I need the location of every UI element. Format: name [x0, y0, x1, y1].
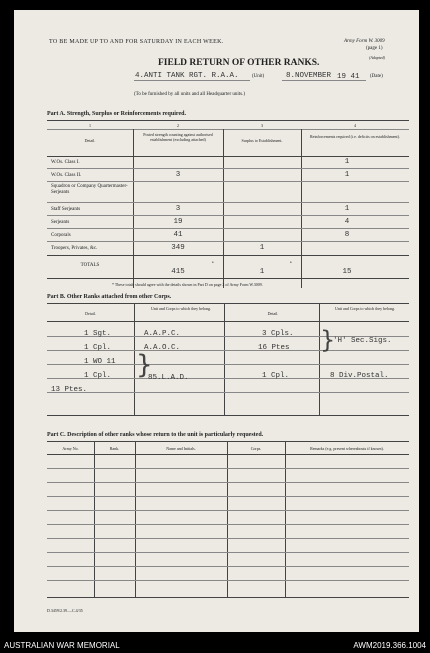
row-detail: Troopers, Privates, &c. — [51, 246, 98, 251]
part-a-bottom-rule — [47, 278, 409, 279]
attached-unit: A.A.O.C. — [144, 344, 181, 352]
part-b-bottom-rule — [47, 415, 409, 416]
attached-unit: 85.L.A.D. — [148, 374, 189, 382]
row-reinforcements: 1 — [344, 205, 350, 213]
row-detail: Squadron or Company Quartermaster-Serjeants — [51, 184, 128, 195]
row-detail: W.Os. Class I. — [51, 160, 80, 165]
row-posted: 41 — [173, 231, 183, 239]
unit-label: (Unit) — [252, 74, 265, 79]
row-detail: W.Os. Class II. — [51, 173, 82, 178]
col-number: 1 — [89, 123, 91, 128]
attached-unit: A.A.P.C. — [144, 330, 181, 338]
row-rule — [47, 168, 409, 169]
attached-detail: 1 Sgt. — [84, 330, 112, 338]
part-a-footnote: * These totals should agree with the details shown in Part D on page 2 of Army Form W.3009. — [112, 282, 263, 287]
totals-label: TOTALS — [80, 263, 100, 268]
form-reference: Army Form W. 3009 — [344, 39, 385, 44]
col-header-name: Name and Initials. — [166, 446, 196, 451]
part-c-col-divider — [135, 441, 136, 597]
part-c-col-divider — [227, 441, 228, 597]
row-posted: 3 — [175, 171, 181, 179]
part-b-col-divider — [224, 303, 225, 415]
attached-unit: 8 Div.Postal. — [330, 372, 389, 380]
row-reinforcements: 8 — [344, 231, 350, 239]
attached-detail: 13 Ptes. — [51, 386, 88, 394]
row-rule — [47, 181, 409, 182]
col-header-corps: Corps. — [250, 446, 262, 451]
col-number: 2 — [177, 123, 179, 128]
col-header-unit-corps: Unit and Corps to which they belong. — [150, 306, 212, 311]
col-header-remarks: Remarks (e.g. present whereabouts if known). — [310, 446, 384, 451]
row-reinforcements: 1 — [344, 171, 350, 179]
part-c-col-divider — [94, 441, 95, 597]
unit-underline — [134, 80, 250, 81]
col-number: 4 — [354, 123, 356, 128]
col-header-detail: Detail. — [267, 311, 279, 316]
totals-posted: 415 — [171, 268, 185, 276]
totals-surplus: 1 — [259, 268, 265, 276]
row-detail: Corporals — [51, 233, 71, 238]
row-rule — [47, 241, 409, 242]
part-c-title: Part C. Description of other ranks whose return to the unit is particularly requested. — [47, 432, 264, 438]
part-a-col-divider — [223, 129, 224, 288]
date-underline — [282, 80, 366, 81]
part-b-title: Part B. Other Ranks attached from other Corps. — [47, 294, 172, 300]
part-a-header-bottom — [47, 156, 409, 157]
col-number: 3 — [261, 123, 263, 128]
archive-name: AUSTRALIAN WAR MEMORIAL — [4, 641, 120, 650]
date-day-value: 8.NOVEMBER — [286, 72, 332, 80]
asterisk: • — [290, 261, 292, 266]
date-year-value: 19 41 — [337, 73, 360, 81]
col-header-detail: Detail. — [84, 138, 96, 143]
part-c-header-rule — [47, 454, 409, 455]
row-rule — [47, 215, 409, 216]
row-rule — [47, 228, 409, 229]
part-a-title: Part A. Strength, Surplus or Reinforcements required. — [47, 111, 186, 117]
attached-detail: 1 Cpl. — [84, 372, 112, 380]
row-posted: 19 — [173, 218, 183, 226]
archive-reference: AWM2019.366.1004 — [353, 641, 426, 650]
brace-icon: } — [320, 326, 336, 354]
furnish-note: (To be furnished by all units and all Headquarter units.) — [134, 92, 246, 97]
form-paper — [14, 10, 419, 632]
totals-top-rule — [47, 255, 409, 256]
brace-icon: } — [136, 350, 153, 380]
col-header-army-no: Army No. — [62, 446, 79, 451]
row-detail: Serjeants — [51, 220, 70, 225]
attached-detail: 1 WO 11 — [84, 358, 116, 366]
part-b-col-divider — [134, 303, 135, 415]
row-rule — [47, 202, 409, 203]
col-header-detail: Detail. — [85, 311, 96, 316]
attached-detail: 3 Cpls. — [262, 330, 294, 338]
instruction-text: TO BE MADE UP TO AND FOR SATURDAY IN EACH WEEK. — [49, 39, 224, 45]
page-number: (page 1) — [366, 46, 383, 51]
col-header-rank: Rank. — [109, 446, 120, 451]
part-b-col-divider — [319, 303, 320, 415]
row-surplus: 1 — [259, 244, 265, 252]
row-posted: 349 — [171, 244, 185, 252]
form-title: FIELD RETURN OF OTHER RANKS. — [158, 58, 320, 68]
attached-detail: 1 Cpl. — [262, 372, 290, 380]
unit-value: 4.ANTI TANK RGT. R.A.A. — [135, 72, 239, 80]
col-header-reinforcements: Reinforcements required (i.e. deficits on establishment). — [310, 134, 400, 139]
totals-reinforcements: 15 — [342, 268, 352, 276]
part-b-header-rule — [47, 321, 409, 322]
part-a-col-divider — [301, 129, 302, 288]
row-detail: Staff Serjeants — [51, 207, 81, 212]
part-a-header-rule — [47, 129, 409, 130]
col-header-posted: Posted strength counting against authorised establishment (excluding attached) — [143, 132, 213, 142]
part-c-top-rule — [47, 441, 409, 442]
col-header-unit-corps: Unit and Corps to which they belong. — [334, 306, 396, 311]
adapted-note: (Adapted) — [369, 55, 385, 60]
col-header-surplus: Surplus to Establishment. — [241, 138, 283, 143]
archive-footer — [0, 640, 430, 653]
part-b-top-rule — [47, 303, 409, 304]
asterisk: • — [212, 261, 214, 266]
part-a-col-divider — [133, 129, 134, 288]
print-code: D.3459/2.39.—C.4/35 — [47, 608, 83, 613]
row-reinforcements: 4 — [344, 218, 350, 226]
part-a-top-rule — [47, 120, 409, 121]
attached-detail: 16 Ptes — [258, 344, 290, 352]
date-label: (Date) — [370, 74, 383, 79]
row-reinforcements: 1 — [344, 158, 350, 166]
attached-detail: 1 Cpl. — [84, 344, 112, 352]
part-c-bottom-rule — [47, 597, 409, 598]
part-c-col-divider — [285, 441, 286, 597]
attached-unit: 'H' Sec.Sigs. — [333, 337, 392, 345]
row-posted: 3 — [175, 205, 181, 213]
